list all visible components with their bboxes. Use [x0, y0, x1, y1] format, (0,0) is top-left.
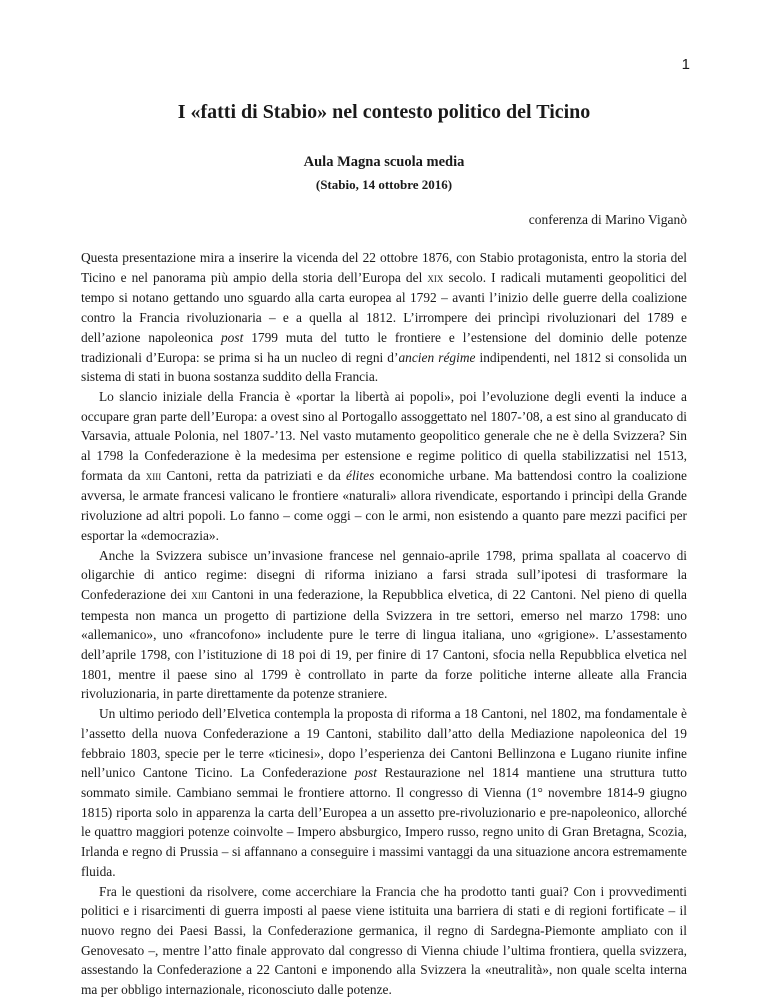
- text-run: indipendenti, nel 1812 si consolida un sistema di stati in buona sostanza suddito della Francia.: [81, 349, 687, 385]
- paragraph: [81, 704, 687, 881]
- roman-numeral: xiii: [191, 587, 207, 602]
- paragraph: [81, 248, 687, 387]
- italic-term: ancien régime: [398, 349, 476, 365]
- document-title: I «fatti di Stabio» nel contesto politico del Ticino: [177, 101, 591, 123]
- roman-numeral: xix: [427, 270, 444, 285]
- italic-term: élites: [346, 467, 375, 483]
- text-run: economiche urbane. Ma battendosi contro la coalizione avversa, le armate francesi valicano le frontiere «naturali» allora rivendicate, esportando i princìpi della Grande rivoluzione ad altri popoli. Lo fanno – come oggi – con le armi, non esistendo a quanto pare mezzi pacifici per esportar la «democrazia».: [81, 467, 687, 543]
- text-run: 1799 muta del tutto le frontiere e l’estensione del dominio delle potenze tradizionali d’Europa: se prima si ha un nucleo di regni d’: [81, 329, 687, 365]
- event-date: (Stabio, 14 ottobre 2016): [315, 177, 453, 192]
- body-text: [81, 248, 687, 1000]
- italic-term: post: [354, 765, 377, 781]
- author-line: conferenza di Marino Viganò: [528, 212, 687, 227]
- text-run: Questa presentazione mira a inserire la vicenda del 22 ottobre 1876, con Stabio protagonista, entro la storia del Ticino e nel panorama più ampio della storia dell’Europa del: [81, 250, 687, 285]
- text-run: Cantoni, retta da patriziati e da: [161, 467, 347, 483]
- text-run: secolo. I radicali mutamenti geopolitici del tempo si notano gettando uno sguardo alla carta europea al 1792 – avanti l’inizio delle guerre della coalizione contro la Francia rivoluzionaria – e a quella al 1812. L’irrompere dei princìpi rivoluzionari del 1789 e dell’azione napoleonica: [81, 269, 687, 345]
- paragraph: [81, 882, 687, 1000]
- page-number: 1: [681, 56, 690, 73]
- italic-term: post: [220, 329, 244, 345]
- text-run: Un ultimo periodo dell’Elvetica contempla la proposta di riforma a 18 Cantoni, nel 1802, ma fondamentale è l’assetto della nuova Confederazione a 19 Cantoni, stabilito dall’atto della Mediazione napoleonica del 19 febbraio 1803, specie per le terre «ticinesi», dopo l’esperienza dei Cantoni Bellinzona e Lugano riunite infine nell’unico Cantone Ticino. La Confederazione: [81, 706, 687, 781]
- text-run: Anche la Svizzera subisce un’invasione francese nel gennaio-aprile 1798, prima spallata al coacervo di oligarchie di antico regime: disegni di riforma iniziano a farsi strada sull’ipotesi di trasformare la Confederazione dei: [81, 547, 687, 602]
- text-run: Cantoni in una federazione, la Repubblica elvetica, di 22 Cantoni. Nel pieno di quella tempesta non manca un progetto di partizione della Svizzera in tre settori, emerso nel marzo 1798: uno «allemanico», uno «francofono» includente pure le terre di lingua italiana, uno «grigione». L’assestamento dell’aprile 1798, con l’istituzione di 18 poi di 19, per finire di 17 Cantoni, sfocia nella Repubblica elvetica nel 1801, mentre il paese sino al 1799 è controllato in parte da forze politiche interne alleate alla Francia rivoluzionaria, in parte direttamente da potenze straniere.: [81, 586, 687, 702]
- venue-subtitle: Aula Magna scuola media: [303, 154, 465, 170]
- paragraph: [81, 387, 687, 546]
- text-run: Fra le questioni da risolvere, come accerchiare la Francia che ha prodotto tanti guai? Con i provvedimenti politici e i risarcimenti di guerra imposti al paese viene istituita una barriera di stati e di regioni fortificate – il nuovo regno dei Paesi Bassi, la Confederazione germanica, il regno di Sardegna-Piemonte ampliato con il Genovesato –, mentre l’atto finale approvato dal congresso di Vienna chiude l’ultima frontiera, quella svizzera, assestando la Confederazione a 22 Cantoni e imponendo alla Svizzera la «neutralità», non quale scelta interna ma per obbligo internazionale, riconosciuto dalle potenze.: [81, 883, 687, 998]
- text-run: Lo slancio iniziale della Francia è «portar la libertà ai popoli», poi l’evoluzione degli eventi la induce a occupare gran parte dell’Europa: a ovest sino al Portogallo assoggettato nel 1807-’08, a est sino al granducato di Varsavia, attuale Polonia, nel 1807-’13. Nel vasto mutamento geopolitico generale che ne è della Svizzera? Sin al 1798 la Confederazione è la medesima per estensione e regime politico di quella stabilizzatisi nel 1513, formata da: [81, 388, 687, 483]
- paragraph: [81, 546, 687, 705]
- roman-numeral: xiii: [145, 468, 162, 483]
- text-run: Restaurazione nel 1814 mantiene una struttura tutto sommato simile. Cambiano semmai le frontiere attorno. Il congresso di Vienna (1° novembre 1814-9 giugno 1815) riporta solo in apparenza la carta dell’Europea a un assetto pre-rivoluzionario e pre-napoleonico, allorché le quattro maggiori potenze coinvolte – Impero absburgico, Impero russo, regno unito di Gran Bretagna, Scozia, Irlanda e regno di Prussia – si affannano a conseguire i massimi vantaggi da una situazione ancora estremamente fluida.: [81, 765, 687, 879]
